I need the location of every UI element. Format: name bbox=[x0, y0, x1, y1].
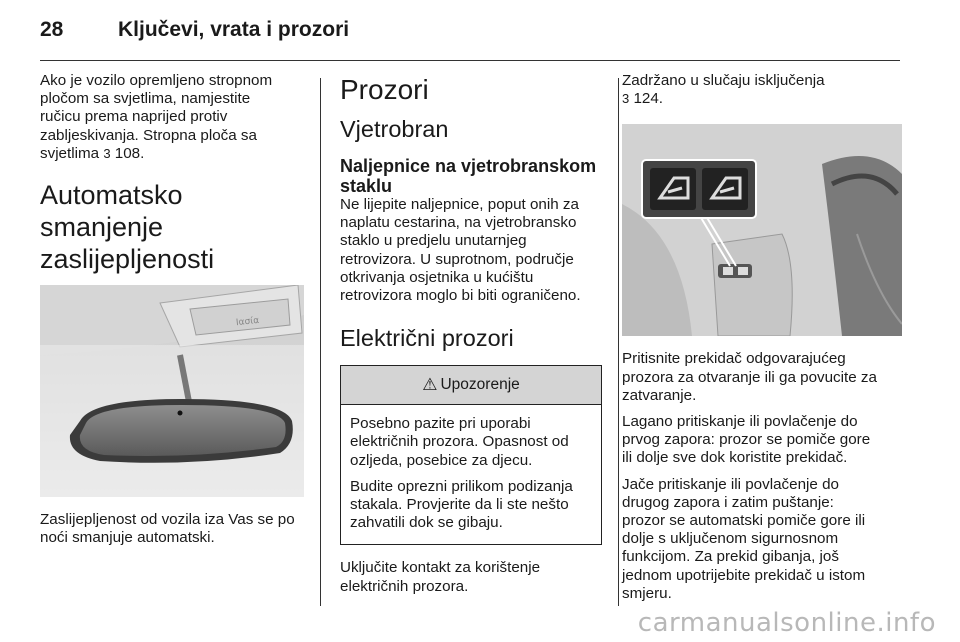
warning-title: Upozorenje bbox=[440, 376, 520, 394]
column-divider-2 bbox=[618, 78, 619, 606]
section-title-windows: Prozori bbox=[340, 74, 429, 105]
warning-header bbox=[341, 366, 601, 405]
warning-paragraph-2: Budite oprezni prilikom podizanja stakala. Provjerite da li ste nešto zahvatili dok se gibaju. bbox=[350, 477, 573, 532]
sticker-heading: Naljepnice na vjetrobranskom staklu bbox=[340, 156, 597, 196]
page-reference-icon: 3 bbox=[622, 91, 630, 107]
window-switch-paragraph-3: Jače pritiskanje ili povlačenje do drugog zapora i zatim puštanje: prozor se automatski pomiče gore ili dolje s uključenom sigurnosnom funkcijom. Za prekid gibanja, još jednom upotrijebite prekidač u istom smjeru. bbox=[622, 475, 866, 602]
page-reference-icon: 3 bbox=[103, 145, 111, 161]
page-number: 28 bbox=[40, 18, 64, 41]
rearview-mirror-image bbox=[40, 285, 304, 497]
window-switch-paragraph-1: Pritisnite prekidač odgovarajućeg prozora za otvaranje ili ga povucite za zatvaranje. bbox=[622, 350, 877, 404]
ignition-paragraph: Uključite kontakt za korištenje električnih prozora. bbox=[340, 559, 541, 595]
warning-box bbox=[340, 365, 602, 545]
sticker-paragraph: Ne lijepite naljepnice, poput onih za naplatu cestarina, na vjetrobransko staklo u predjelu unutarnjeg retrovizora. U suprotnom, područje otkrivanja osjetnika u kućištu retrovizora moglo bi biti ograničeno. bbox=[340, 196, 581, 305]
header-divider bbox=[40, 60, 900, 61]
warning-triangle-icon: ⚠ bbox=[422, 375, 438, 395]
subsection-power-windows: Električni prozori bbox=[340, 325, 514, 352]
column-divider-1 bbox=[320, 78, 321, 606]
subsection-windscreen: Vjetrobran bbox=[340, 116, 449, 142]
warning-body bbox=[341, 405, 601, 544]
section-heading-auto-dimming: Automatsko smanjenje zaslijepljenosti bbox=[40, 180, 215, 275]
column-2 bbox=[340, 72, 602, 604]
image-overlay-text: Ιασία bbox=[235, 315, 260, 329]
auto-dimming-caption: Zaslijepljenost od vozila iza Vas se po noći smanjuje automatski. bbox=[40, 511, 295, 547]
watermark: carmanualsonline.info bbox=[637, 608, 936, 638]
mirror-intro-paragraph: Ako je vozilo opremljeno stropnom pločom sa svjetlima, namjestite ručicu prema naprijed protiv zabljeskivanja. Stropna ploča sa svjetlima 3 108. bbox=[40, 72, 273, 162]
column-3 bbox=[622, 72, 902, 611]
warning-paragraph-1: Posebno pazite pri uporabi električnih prozora. Opasnost od ozljeda, posebice za djecu. bbox=[350, 415, 569, 469]
window-switch-paragraph-2: Lagano pritiskanje ili povlačenje do prvog zapora: prozor se pomiče gore ili dolje sve dok koristite prekidač. bbox=[622, 413, 871, 467]
retained-power-paragraph: Zadržano u slučaju isključenja 3 124. bbox=[622, 72, 825, 108]
page-header-title: Ključevi, vrata i prozori bbox=[118, 18, 350, 41]
window-switch-image bbox=[622, 124, 902, 336]
column-1 bbox=[40, 72, 304, 555]
